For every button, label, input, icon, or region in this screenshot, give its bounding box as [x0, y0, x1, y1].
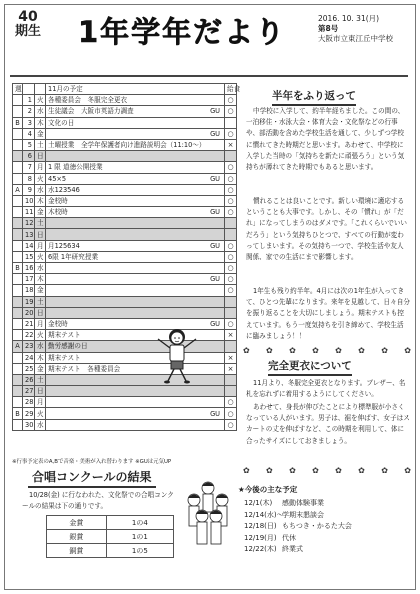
date-cell: 15: [23, 251, 35, 262]
event-text: 1 限 道徳公開授業: [48, 163, 103, 172]
week-cell: [13, 363, 23, 374]
event-text: 水123546: [48, 185, 80, 194]
schedule-row: [13, 386, 237, 397]
event-cell: [46, 162, 225, 173]
weekday-cell: 火: [35, 251, 46, 262]
event-text: 生徒議会 大阪市英語力調査: [48, 107, 134, 116]
week-cell: [13, 318, 23, 329]
upcoming-list: [244, 498, 352, 556]
event-text: 金校時: [48, 196, 68, 205]
weekday-cell: 金: [35, 128, 46, 139]
upcoming-item: [244, 533, 352, 545]
weekday-cell: 火: [35, 408, 46, 419]
event-cell: [46, 397, 225, 408]
reflection-paragraph-2: 慣れることは良いことです。新しい環境に適応するということも大事です。しかし、その「慣れ」が「だれ」になってしまうのはダメです。「これくらいでいいだろう」という気持ちひとつで、すべての行動が変わってしまいます。その気持ち一つで、学校生活や友人関係、家での生活にまで影響します。: [246, 197, 408, 262]
event-text: 文化の日: [48, 118, 75, 127]
event-text: 6限 1年研究授業: [48, 252, 99, 261]
award-prize: 金賞: [47, 516, 107, 530]
award-row: [47, 516, 174, 530]
lunch-cell: ○: [225, 95, 237, 106]
date-cell: 12: [23, 218, 35, 229]
week-cell: [13, 229, 23, 240]
date-cell: 28: [23, 397, 35, 408]
date-cell: 25: [23, 363, 35, 374]
lunch-cell: ○: [225, 128, 237, 139]
week-cell: [13, 330, 23, 341]
schedule-row: [13, 263, 237, 274]
weekday-cell: 土: [35, 139, 46, 150]
event-cell: [46, 408, 225, 419]
lunch-cell: [225, 341, 237, 352]
lunch-cell: [225, 218, 237, 229]
event-cell: [46, 218, 225, 229]
week-cell: B: [13, 117, 23, 128]
award-class: 1の4: [106, 516, 173, 530]
gu-marker: GU: [210, 107, 220, 116]
week-cell: [13, 218, 23, 229]
upcoming-event: 学期末懇談会: [282, 510, 324, 519]
weekday-cell: 金: [35, 363, 46, 374]
event-cell: [46, 151, 225, 162]
date-cell: 20: [23, 307, 35, 318]
date-cell: 3: [23, 117, 35, 128]
date-cell: 7: [23, 162, 35, 173]
event-cell: [46, 263, 225, 274]
uniform-paragraph-1: 11月より、冬服完全更衣となります。ブレザー、名札を忘れずに着用するようにしてください。: [246, 379, 406, 399]
choir-illustration: [178, 478, 238, 552]
week-cell: B: [13, 408, 23, 419]
lunch-cell: ○: [225, 106, 237, 117]
weekday-cell: 金: [35, 207, 46, 218]
lunch-cell: [225, 296, 237, 307]
upcoming-event: 感動体験事業: [282, 499, 324, 507]
award-row: [47, 530, 174, 544]
weekday-cell: 火: [35, 330, 46, 341]
upcoming-date: 12/1(木): [244, 499, 273, 507]
issue-info: [318, 14, 410, 44]
lunch-cell: ○: [225, 184, 237, 195]
event-cell: [46, 285, 225, 296]
upcoming-item: [244, 510, 352, 522]
lunch-cell: [225, 386, 237, 397]
lunch-cell: ×: [225, 139, 237, 150]
cohort-label: [14, 10, 42, 38]
schedule-row: [13, 95, 237, 106]
event-cell: [46, 419, 225, 430]
weekday-cell: 木: [35, 274, 46, 285]
weekday-cell: 木: [35, 352, 46, 363]
event-cell: [46, 139, 225, 150]
lunch-cell: ○: [225, 263, 237, 274]
weekday-cell: 日: [35, 386, 46, 397]
date-cell: 13: [23, 229, 35, 240]
gu-marker: [220, 185, 222, 195]
week-cell: [13, 374, 23, 385]
date-cell: 1: [23, 95, 35, 106]
issue-number: 第8号: [318, 24, 339, 34]
week-cell: [13, 128, 23, 139]
weekday-cell: 水: [35, 341, 46, 352]
week-cell: [13, 307, 23, 318]
date-cell: 24: [23, 352, 35, 363]
week-cell: [13, 419, 23, 430]
weekday-cell: 日: [35, 151, 46, 162]
gu-marker: [220, 330, 222, 340]
lunch-cell: [225, 151, 237, 162]
weekday-cell: 月: [35, 397, 46, 408]
week-cell: [13, 240, 23, 251]
event-cell: [46, 307, 225, 318]
lunch-cell: ○: [225, 162, 237, 173]
date-cell: 2: [23, 106, 35, 117]
week-cell: [13, 139, 23, 150]
upcoming-event: 代休: [282, 533, 296, 542]
date-cell: 14: [23, 240, 35, 251]
week-cell: [13, 106, 23, 117]
week-cell: [13, 95, 23, 106]
event-cell: [46, 95, 225, 106]
upcoming-date: 12/18(日): [244, 522, 277, 530]
schedule-row: [13, 195, 237, 206]
gu-marker: GU: [210, 174, 220, 183]
event-text: 土曜授業 全学年保護者向け進路説明会（11:10～）: [48, 141, 206, 150]
schedule-row: [13, 229, 237, 240]
week-cell: A: [13, 341, 23, 352]
lunch-cell: ○: [225, 274, 237, 285]
gu-marker: [220, 196, 222, 206]
event-cell: [46, 386, 225, 397]
lunch-cell: [225, 307, 237, 318]
week-cell: [13, 285, 23, 296]
weekday-cell: 水: [35, 106, 46, 117]
award-class: 1の5: [106, 544, 173, 558]
gu-marker: [220, 364, 222, 374]
lunch-cell: [225, 374, 237, 385]
schedule-row: [13, 162, 237, 173]
lunch-cell: ○: [225, 195, 237, 206]
gu-marker: GU: [210, 129, 220, 138]
gu-marker: [220, 95, 222, 105]
weekday-cell: 火: [35, 173, 46, 184]
lunch-header: 給食: [225, 84, 237, 95]
upcoming-item: [244, 521, 352, 533]
lunch-cell: ○: [225, 173, 237, 184]
schedule-title: 11月の予定: [46, 84, 225, 95]
week-cell: [13, 386, 23, 397]
gu-marker: GU: [210, 208, 220, 217]
weekday-cell: 日: [35, 229, 46, 240]
week-cell: [13, 296, 23, 307]
schedule-row: [13, 173, 237, 184]
upcoming-date: 12/14(水)～: [244, 510, 284, 519]
gu-marker: [220, 162, 222, 172]
upcoming-item: [244, 498, 352, 510]
week-cell: B: [13, 263, 23, 274]
event-cell: [46, 195, 225, 206]
date-cell: 6: [23, 151, 35, 162]
gu-marker: GU: [210, 275, 220, 284]
schedule-note: ※行事予定表のA,Bで音楽・美術が入れ替わります ※GUは元気UP: [12, 459, 172, 465]
lunch-cell: [225, 229, 237, 240]
upcoming-event: もちつき・かるた大会: [282, 522, 352, 530]
schedule-row: [13, 218, 237, 229]
awards-table: [46, 515, 174, 558]
star-icon: ★: [238, 485, 245, 494]
header-divider: [10, 75, 408, 77]
upcoming-date: 12/19(月): [244, 533, 277, 542]
date-cell: 29: [23, 408, 35, 419]
lunch-cell: ×: [225, 330, 237, 341]
event-text: 期末テスト 各種委員会: [48, 364, 121, 373]
upcoming-item: [244, 544, 352, 556]
schedule-row: [13, 408, 237, 419]
week-cell: [13, 162, 23, 173]
weekday-cell: 月: [35, 240, 46, 251]
weekday-cell: 土: [35, 374, 46, 385]
week-header: 週: [13, 84, 23, 95]
choir-contest-heading: 合唱コンクールの結果: [28, 468, 156, 488]
date-cell: 10: [23, 195, 35, 206]
lunch-cell: ○: [225, 240, 237, 251]
gu-marker: GU: [210, 320, 220, 329]
schedule-row: [13, 151, 237, 162]
issue-date: 2016. 10. 31(月): [318, 14, 380, 23]
weekday-cell: 月: [35, 318, 46, 329]
cohort-number: 40: [18, 9, 38, 25]
lunch-cell: ×: [225, 352, 237, 363]
award-class: 1の1: [106, 530, 173, 544]
weekday-cell: 火: [35, 95, 46, 106]
schedule-row: [13, 274, 237, 285]
upcoming-event: 終業式: [282, 545, 303, 553]
gu-marker: [220, 252, 222, 262]
lunch-cell: ○: [225, 318, 237, 329]
choir-contest-text: 10/28(金) に行なわれた、文化祭での合唱コンクールの結果は下の通りです。: [22, 491, 174, 510]
school-name: 大阪市立東江丘中学校: [318, 34, 393, 44]
week-cell: [13, 274, 23, 285]
weekday-cell: 木: [35, 195, 46, 206]
weekday-cell: 木: [35, 117, 46, 128]
weekday-cell: 水: [35, 419, 46, 430]
week-cell: [13, 207, 23, 218]
event-text: 勤労感謝の日: [48, 342, 88, 351]
weekday-cell: 月: [35, 162, 46, 173]
dow-header: [35, 84, 46, 95]
schedule-row: [13, 307, 237, 318]
date-cell: 17: [23, 274, 35, 285]
decorative-divider-2: ✿ ✿ ✿ ✿ ✿ ✿ ✿ ✿: [243, 466, 411, 475]
lunch-cell: ○: [225, 397, 237, 408]
cohort-suffix: 期生: [14, 23, 41, 39]
date-cell: 30: [23, 419, 35, 430]
week-cell: [13, 151, 23, 162]
event-text: 各種委員会 冬服完全更衣: [48, 96, 128, 105]
weekday-cell: 土: [35, 218, 46, 229]
weekday-cell: 水: [35, 263, 46, 274]
date-cell: 8: [23, 173, 35, 184]
week-cell: [13, 195, 23, 206]
award-prize: 銀賞: [47, 530, 107, 544]
gu-marker: [220, 140, 222, 150]
date-cell: 11: [23, 207, 35, 218]
lunch-cell: ○: [225, 207, 237, 218]
week-cell: [13, 352, 23, 363]
upcoming-date: 12/22(木): [244, 545, 277, 553]
date-cell: 5: [23, 139, 35, 150]
upcoming-title: 今後の主な予定: [244, 485, 298, 494]
event-cell: [46, 207, 225, 218]
uniform-heading: 完全更衣について: [268, 358, 352, 376]
schedule-row: [13, 419, 237, 430]
reflection-paragraph-3: 1年生も残り約半年。4月には次の1年生が入ってきて、ひとつ先輩になります。来年を見越して、日々自分を振り返ることを大切にしましょう。期末テストも控えています。もう一度気持ちを引き締めて、学校生活に臨みましょう！！: [246, 287, 410, 340]
date-cell: 26: [23, 374, 35, 385]
schedule-row: [13, 139, 237, 150]
event-cell: [46, 184, 225, 195]
date-cell: 21: [23, 318, 35, 329]
event-cell: [46, 173, 225, 184]
schedule-row: [13, 251, 237, 262]
schedule-row: [13, 128, 237, 139]
weekday-cell: 金: [35, 285, 46, 296]
lunch-cell: ○: [225, 285, 237, 296]
event-text: 期末テスト: [48, 331, 81, 340]
event-text: 金校時: [48, 320, 68, 329]
event-cell: [46, 274, 225, 285]
date-cell: 23: [23, 341, 35, 352]
date-cell: 16: [23, 263, 35, 274]
lunch-cell: [225, 117, 237, 128]
weekday-cell: 土: [35, 296, 46, 307]
date-cell: 22: [23, 330, 35, 341]
gu-marker: GU: [210, 241, 220, 250]
schedule-row: [13, 207, 237, 218]
uniform-paragraph-2: あわせて、身長が伸びたことにより標準服が小さくなっている人がいます。男子は、裾を伸ばす、女子はスカートの丈を伸ばすなど、この時期を利用して、体に合ったサイズにしておきましょう。: [246, 403, 410, 445]
schedule-header-row: [13, 84, 237, 95]
schedule-row: [13, 240, 237, 251]
gu-marker: [220, 118, 222, 128]
event-cell: [46, 296, 225, 307]
lunch-cell: ○: [225, 408, 237, 419]
lunch-cell: ×: [225, 363, 237, 374]
date-header: [23, 84, 35, 95]
week-cell: A: [13, 184, 23, 195]
date-cell: 18: [23, 285, 35, 296]
schedule-row: [13, 184, 237, 195]
lunch-cell: ○: [225, 419, 237, 430]
schedule-row: [13, 106, 237, 117]
lunch-cell: ○: [225, 251, 237, 262]
event-text: 45×5: [48, 174, 67, 183]
event-cell: [46, 106, 225, 117]
event-cell: [46, 229, 225, 240]
date-cell: 27: [23, 386, 35, 397]
gu-marker: GU: [210, 409, 220, 418]
gu-marker: [220, 353, 222, 363]
date-cell: 19: [23, 296, 35, 307]
reflection-paragraph-1: 中学校に入学して、約半年経ちました。この間の、一泊移住・水泳大会・体育大会・文化祭などの行事や、部活動を含めた学校生活を通して、少しずつ学校に慣れてきた時期だと思います。あわせて、中学校に入学した当時の「気持ちを新たに頑張ろう」という気持ちが薄れてきた時期でもあると思います。: [246, 107, 405, 172]
event-cell: [46, 128, 225, 139]
date-cell: 9: [23, 184, 35, 195]
event-text: 期末テスト: [48, 353, 81, 362]
student-illustration: [150, 325, 204, 385]
schedule-row: [13, 296, 237, 307]
event-cell: [46, 240, 225, 251]
award-prize: 銅賞: [47, 544, 107, 558]
event-text: 木校時: [48, 208, 68, 217]
week-cell: [13, 173, 23, 184]
event-cell: [46, 251, 225, 262]
decorative-divider: ✿ ✿ ✿ ✿ ✿ ✿ ✿ ✿: [243, 346, 411, 355]
schedule-row: [13, 117, 237, 128]
award-row: [47, 544, 174, 558]
date-cell: 4: [23, 128, 35, 139]
event-text: 月125634: [48, 241, 80, 250]
gu-marker: [220, 341, 222, 351]
week-cell: [13, 251, 23, 262]
reflection-heading: 半年をふり返って: [272, 88, 356, 106]
weekday-cell: 日: [35, 307, 46, 318]
event-cell: [46, 117, 225, 128]
schedule-row: [13, 285, 237, 296]
schedule-row: [13, 397, 237, 408]
upcoming-heading: [238, 484, 297, 495]
week-cell: [13, 397, 23, 408]
newsletter-title: 1年学年だより: [78, 15, 287, 49]
weekday-cell: 水: [35, 184, 46, 195]
